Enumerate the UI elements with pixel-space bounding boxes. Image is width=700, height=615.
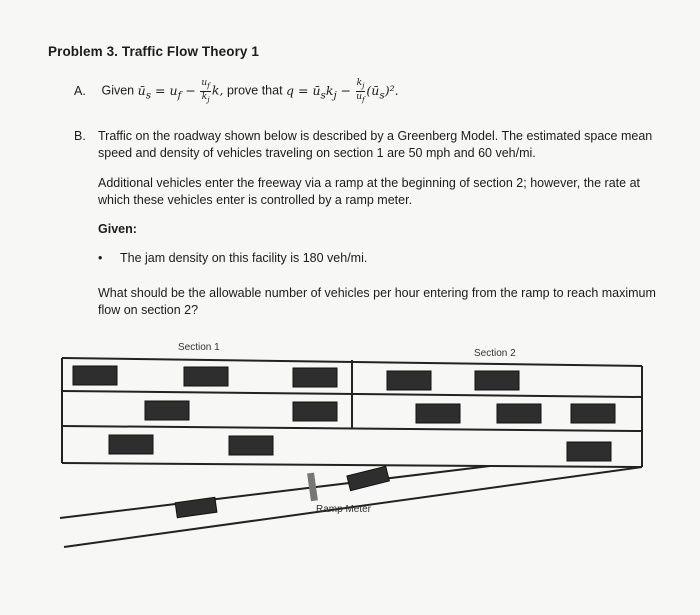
jam-density-text: The jam density on this facility is 180 veh/mi. xyxy=(120,251,368,265)
part-a-given: Given xyxy=(101,83,135,98)
part-a-marker: A. xyxy=(74,83,86,98)
vehicle xyxy=(109,435,153,454)
vehicle xyxy=(145,401,189,420)
section-2-label: Section 2 xyxy=(474,348,516,359)
vehicle xyxy=(567,442,611,461)
vehicle xyxy=(293,402,337,421)
vehicle xyxy=(184,367,228,386)
vehicle xyxy=(475,371,519,390)
vehicle xyxy=(293,368,337,387)
k-term: k, xyxy=(211,82,224,98)
part-b-paragraph-2: Additional vehicles enter the freeway via a ramp at the beginning of section 2; however, the rate at which these vehicles enter is controlled by a ramp meter. xyxy=(98,176,640,207)
ramp-vehicle xyxy=(347,466,389,490)
vehicle xyxy=(229,436,273,455)
section-1-label: Section 1 xyxy=(178,342,220,353)
given-label: Given: xyxy=(98,222,137,236)
lane-line-bottom xyxy=(62,463,642,467)
ramp-upper-edge xyxy=(60,466,490,518)
question-text: What should be the allowable number of vehicles per hour entering from the ramp to reach maximum flow on section 2? xyxy=(98,286,656,317)
fraction-kj-over-uf: $\frac{k_j}{u_f}$ xyxy=(356,78,365,104)
vehicle xyxy=(571,404,615,423)
squared-term: $(ū_s)^2$. xyxy=(366,82,399,102)
part-b-marker: B. xyxy=(74,129,86,143)
vehicle xyxy=(387,371,431,390)
vehicles xyxy=(73,366,615,518)
problem-title: Problem 3. Traffic Flow Theory 1 xyxy=(48,44,259,59)
vehicle xyxy=(497,404,541,423)
ramp-vehicle xyxy=(175,497,217,517)
part-a-prove: prove that xyxy=(226,83,283,98)
vehicle xyxy=(73,366,117,385)
vehicle xyxy=(416,404,460,423)
speed-equation: $ū_s = u_f$ − xyxy=(137,82,196,102)
flow-equation: $q = ū_sk_j$ − xyxy=(286,82,352,102)
part-b-paragraph-1: Traffic on the roadway shown below is described by a Greenberg Model. The estimated space mean speed and density of vehicles traveling on section 1 are 50 mph and 60 veh/mi. xyxy=(98,129,653,160)
bullet-dot: • xyxy=(98,251,103,265)
ramp-meter-label: Ramp Meter xyxy=(316,504,372,515)
fraction-uf-over-kj: $\frac{u_f}{k_j}$ xyxy=(201,78,210,104)
